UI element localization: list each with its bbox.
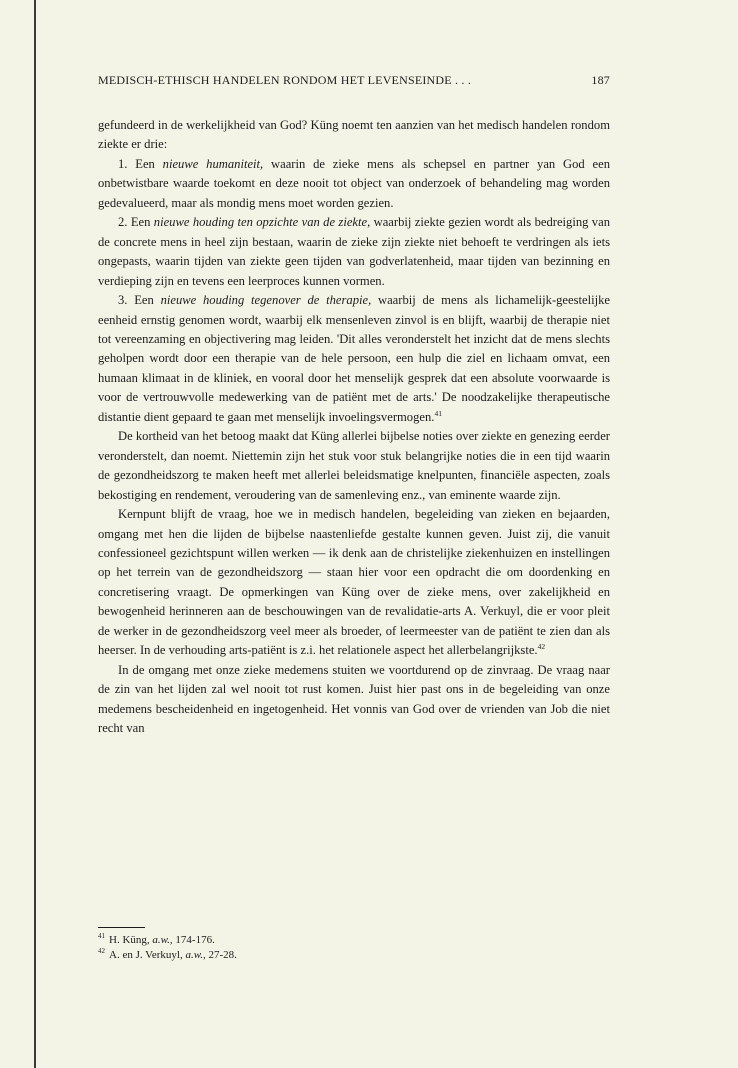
text-run: 174-176. bbox=[172, 934, 215, 946]
italic-phrase: nieuwe humaniteit, bbox=[162, 156, 264, 171]
paragraph bbox=[98, 213, 610, 291]
text-run: 2. Een bbox=[118, 215, 154, 230]
page-binding-line bbox=[34, 0, 36, 1068]
text-run: waarbij de mens als lichamelijk-geestelijke eenheid ernstig genomen wordt, waarbij elk mensenleven zinvol is en blijft, waarbij de therapie niet tot vereenzaming en objectivering mag leiden. 'Dit alles veronderstelt het inzicht dat de mens slechts geholpen wordt door een therapie van de hele persoon, een hulp die ziel en lichaam omvat, een humaan klimaat in de kliniek, en vooral door het menselijk gesprek dat een absolute voorwaarde is voor de vertrouwvolle medewerking van de patiënt met de arts.' De noodzakelijke therapeutische distantie dient gepaard te gaan met menselijk invoelingsvermogen. bbox=[98, 293, 610, 424]
footnote-reference: 41 bbox=[434, 408, 442, 418]
paragraph bbox=[98, 155, 610, 213]
text-run: 27-28. bbox=[205, 949, 237, 961]
paragraph bbox=[98, 116, 610, 155]
paragraph bbox=[98, 291, 610, 427]
italic-phrase: nieuwe houding ten opzichte van de ziekte, bbox=[153, 215, 371, 230]
italic-phrase: nieuwe houding tegenover de therapie, bbox=[160, 293, 372, 308]
text-run: A. en J. Verkuyl, bbox=[109, 949, 186, 961]
footnote bbox=[98, 948, 610, 963]
footnote-reference: 42 bbox=[537, 642, 546, 652]
body-text bbox=[98, 116, 610, 739]
text-run: Kernpunt blijft de vraag, hoe we in medisch handelen, begeleiding van zieken en bejaarden, omgang met hen die lijden de bijbelse naastenliefde gestalte kunnen geven. Juist zij, die vanuit confessioneel gezichtspunt willen werken — ik denk aan de christelijke ziekenhuizen en instellingen op het terrein van de gezondheidszorg — staan hier voor een opdracht die om doordenking en concretisering vraagt. De opmerkingen van Küng over de zieke mens, over zakelijkheid en bewogenheid herinneren aan de beschouwingen van de revalidatie-arts A. Verkuyl, die er voor pleit de werker in de gezondheidszorg veel meer als broeder, of leermeester van de patiënt te zien dan als heerser. In de verhouding arts-patiënt is z.i. het relationele aspect het allerbelangrijkste. bbox=[98, 507, 610, 658]
page-number: 187 bbox=[591, 73, 610, 87]
paragraph bbox=[98, 661, 610, 739]
italic-phrase: a.w., bbox=[152, 934, 173, 946]
text-run: waarin de zieke mens als schepsel en partner yan God een onbetwistbare waarde toekomt en deze nooit tot object van onderzoek of behandeling mag worden gedevalueerd, maar als mondig mens moet worden gezien. bbox=[98, 156, 611, 210]
paragraph bbox=[98, 427, 610, 505]
text-run: 1. Een bbox=[118, 156, 163, 171]
italic-phrase: a.w., bbox=[185, 949, 206, 961]
text-run: waarbij ziekte gezien wordt als bedreiging van de concrete mens in heel zijn bestaan, waarin de zieke zijn ziekte niet behoeft te verdringen als iets ongepasts, waarin tijden van ziekte geen tijden van godverlatenheid, maar tijden van bezinning en verdieping zijn en tevens een leerproces kunnen vormen. bbox=[98, 215, 610, 288]
text-run: gefundeerd in de werkelijkheid van God? Küng noemt ten aanzien van het medisch handelen rondom ziekte er drie: bbox=[98, 118, 610, 152]
running-header bbox=[98, 73, 610, 88]
footnote-number: 41 bbox=[98, 932, 105, 941]
text-run: 3. Een bbox=[118, 293, 161, 308]
footnotes bbox=[98, 933, 610, 963]
paragraph bbox=[98, 505, 610, 661]
footnote-rule bbox=[98, 927, 145, 928]
footnote-number: 42 bbox=[98, 947, 105, 956]
footnote bbox=[98, 933, 610, 948]
text-run: De kortheid van het betoog maakt dat Küng allerlei bijbelse noties over ziekte en genezing eerder veronderstelt, dan noemt. Niettemin zijn het stuk voor stuk belangrijke noties die in een tijd waarin de gezondheidszorg te maken heeft met allerlei beleidsmatige knelpunten, financiële aspecten, zoals bekostiging en rendement, veroudering van de samenleving enz., van eminente waarde zijn. bbox=[98, 429, 610, 502]
text-run: In de omgang met onze zieke medemens stuiten we voortdurend op de zinvraag. De vraag naar de zin van het lijden zal wel nooit tot rust komen. Juist hier past ons in de begeleiding van onze medemens bescheidenheid en ingetogenheid. Het vonnis van God over de vrienden van Job die niet recht van bbox=[98, 662, 610, 736]
text-run: H. Küng, bbox=[109, 934, 153, 946]
running-title: MEDISCH-ETHISCH HANDELEN RONDOM HET LEVENSEINDE . . . bbox=[98, 73, 472, 87]
